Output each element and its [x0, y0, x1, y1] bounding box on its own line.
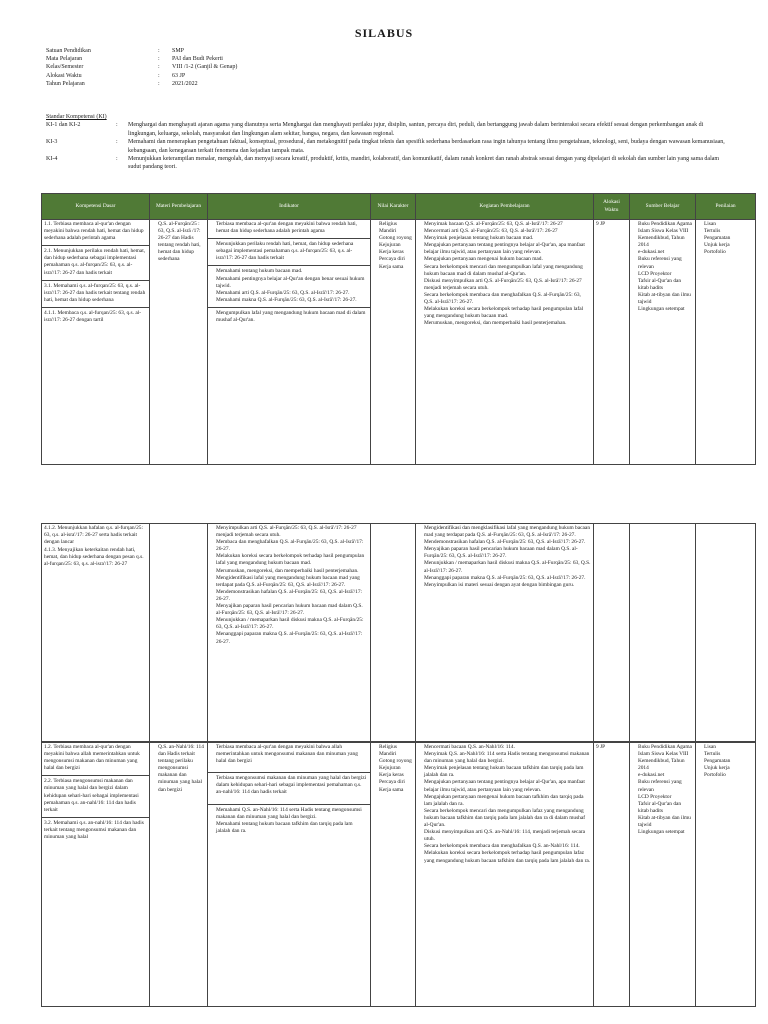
standar-kompetensi — [46, 113, 731, 172]
sumber-item: • e-dukasi.net — [638, 249, 693, 256]
cell-penilaian — [696, 524, 756, 742]
meta-key: Mata Pelajaran — [46, 56, 83, 63]
cell-materi — [150, 743, 208, 1007]
sk-heading: Standar Kompetensi (KI) — [46, 114, 107, 120]
kegiatan-item: • Secara berkelompok membaca dan menghafalkan Q.S. al-Furqān/25: 63, Q.S. al-Isrā'/17: 26-27. — [424, 292, 591, 306]
table-header-row — [42, 194, 756, 220]
kd-item: 4.1.1. Membaca q.s. al-furqan/25: 63, q.s. al-isra'/17: 26-27 dengan tartil — [44, 309, 142, 324]
sumber-item: • Buku referensi yang relevan — [638, 779, 693, 793]
syllabus-table-3 — [41, 742, 756, 1007]
indikator-item: • Menunjukkan / memaparkan hasil diskusi makna Q.S. al-Furqān/25: 63, Q.S. al-Isrā'/17: 26-27. — [216, 617, 368, 631]
sk-value: Menghargai dan menghayati ajaran agama yang dianutnya serta Menghargai dan menghayati perilaku jujur, disiplin, santun, percaya diri, peduli, dan bertanggung jawab dalam berinteraksi secara efektif sesuai dengan perkembangan anak di lingkungan, keluarga, sekolah, masyarakat dan lingkungan alam sekitar, bangsa, negara, dan kawasan regional. — [128, 122, 704, 137]
sk-value: Menunjukkan keterampilan menalar, mengolah, dan menyaji secara kreatif, produktif, kritis, mandiri, kolaboratif, dan komunikatif, dalam ranah konkret dan ranah abstrak sesuai dengan yang dipelajari di sekolah dan sumber lain yang sama dalam sudut pandang teori. — [128, 156, 720, 171]
cell-kegiatan — [416, 524, 594, 742]
penilaian-item: • Unjuk kerja — [704, 765, 753, 772]
meta-value: SMP — [172, 48, 185, 54]
kd-item: 1.2. Terbiasa membaca al-qur'an dengan meyakini bahwa allah memerintahkan untuk mengonsumsi makanan dan minuman yang halal dan bergizi — [44, 744, 140, 772]
nilai-item: • Kerja keras — [379, 249, 413, 256]
sk-row: KI-3 : Memahami dan menerapkan pengetahuan faktual, konseptual, prosedural, dan metakognitif pada tingkat teknis dan spesifik sederhana berdasarkan rasa ingin tahunya tentang ilmu pengetahuan, teknologi, seni, budaya dengan wawasan kemanusiaan, kebangsaan, dan kenegaraan terkait fenomena dan kejadian tampak mata. — [46, 138, 731, 155]
indikator-item: • Memahami tentang hukum bacaan mad. — [216, 268, 368, 275]
cell-nilai-karakter — [371, 524, 416, 742]
kd-item: 2.2. Terbiasa mengonsumsi makanan dan minuman yang halal dan bergizi dalam kehidupan sehari-hari sebagai implementasi pemahaman q.s. an-nahl/16: 114 dan hadis terkait — [44, 778, 139, 813]
cell-sumber — [630, 220, 696, 465]
kd-item: 4.1.2. Menunjukkan hafalan q.s. al-furqan/25: 63, q.s. al-isra'/17: 26-27 serta hadis terkait dengan lancar — [44, 525, 143, 546]
nilai-item: • Kejujuran — [379, 242, 413, 249]
cell-kompetensi-dasar — [42, 743, 150, 1007]
kegiatan-item: • Mencermati arti Q.S. al-Furqān/25: 63, Q.S. al-Isrā'/17: 26-27 — [424, 228, 591, 235]
cell-sumber — [630, 743, 696, 1007]
meta-row: Satuan Pendidikan : SMP — [46, 48, 185, 54]
kegiatan-item: • Secara berkelompok membaca dan menghafalkan Q.S. an-Nahl/16: 114. — [424, 843, 591, 850]
kd-item: 3.2. Memahami q.s. an-nahl/16: 114 dan hadis terkait tentang mengonsumsi makanan dan minuman yang halal — [44, 819, 144, 841]
cell-penilaian — [696, 220, 756, 465]
kd-item: 3.1. Memahami q.s. al-furqan/25: 63, q.s. al-isra'/17: 26-27 dan hadis terkait tentang rendah hati, hemat dan hidup sederhana — [44, 282, 146, 303]
meta-value: PAI dan Budi Pekerti — [172, 56, 223, 63]
kegiatan-item: • Mengajukan pertanyaan tentang pentingnya belajar al-Qur'an, apa manfaat belajar ilmu tajwid, atau pertanyaan lain yang relevan. — [424, 779, 591, 793]
indikator-item: • Memahami Q.S. an-Nahl/16: 114 serta Hadis tentang mengonsumsi makanan dan minuman yang halal dan bergizi. — [216, 807, 368, 821]
header-kompetensi-dasar: Kompetensi Dasar — [42, 194, 150, 220]
indikator-item: • Menyimpulkan arti Q.S. al-Furqān/25: 63, Q.S. al-Isrā'/17: 26-27 menjadi terjemah secara utuh. — [216, 525, 368, 539]
indikator-item: • Menunjukkan perilaku rendah hati, hemat, dan hidup sederhana sebagai implementasi pemahaman q.s. al-furqan/25: 63, q.s. al-isra'/17: 26-27 dan hadis terkait — [216, 241, 368, 262]
kegiatan-item: • Mencermati bacaan Q.S. an-Nahl/16: 114. — [424, 744, 591, 751]
header-alokasi: Alokasi Waktu — [594, 194, 630, 220]
meta-row: Tahun Pelajaran : 2021/2022 — [46, 80, 198, 87]
meta-value: 63 JP — [172, 72, 186, 79]
kegiatan-item: • Mengidentifikasi dan mengklasifikasi lafal yang mengandung hukum bacaan mad yang terdapat pada Q.S. al-Furqān/25: 63, Q.S. al-Isrā'/17: 26-27. — [424, 525, 591, 539]
syllabus-table-1 — [41, 193, 756, 465]
header-indikator: Indikator — [208, 194, 371, 220]
penilaian-item: • Unjuk kerja — [704, 242, 753, 249]
penilaian-item: • Lisan — [704, 744, 753, 751]
meta-row: Mata Pelajaran : PAI dan Budi Pekerti — [46, 56, 223, 63]
indikator-item: • Terbiasa membaca al-qur'an dengan meyakini bahwa rendah hati, hemat dan hidup sederhana adalah perintah agama — [216, 221, 368, 235]
penilaian-item: • Pengamatan — [704, 235, 753, 242]
kegiatan-item: • Melakukan koreksi secara berkelompok terhadap hasil pengumpulan lafaz yang mengandung hukum bacaan tafkhim dan tarqiq pada lam jalalah dan ra. — [424, 850, 591, 864]
kegiatan-item: • Menyimak Q.S. an-Nahl/16: 114 serta Hadis tentang mengonsumsi makanan dan minuman yang halal dan bergizi. — [424, 751, 591, 765]
cell-nilai-karakter — [371, 220, 416, 465]
kegiatan-item: • Menyimak bacaan Q.S. al-Furqān/25: 63, Q.S. al-Isrā'/17: 26-27 — [424, 221, 591, 228]
kegiatan-item: • Menyimak penjelasan tentang hukum bacaan mad. — [424, 235, 591, 242]
materi-item: • Q.S. an-Nahl/16: 114 dan Hadis terkait tentang perilaku mengonsumsi makanan dan minuman yang halal dan bergizi — [158, 744, 205, 794]
table-row — [42, 743, 756, 1007]
indikator-item: • Memahami arti Q.S. al-Furqān/25: 63, Q.S. al-Isrā'/17: 26-27. — [216, 290, 368, 297]
meta-key: Alokasi Waktu — [46, 72, 82, 79]
cell-alokasi: 9 JP — [594, 220, 630, 465]
sk-key: KI-1 dan KI-2 — [46, 122, 81, 129]
kegiatan-item: • Diskusi menyimpulkan arti Q.S. al-Furqān/25: 63, Q.S. al-Isrā'/17: 26-27 menjadi terjemah secara utuh. — [424, 278, 591, 292]
penilaian-item: • Tertulis — [704, 228, 753, 235]
sumber-item: • Buku referensi yang relevan — [638, 256, 693, 270]
nilai-item: • Religius — [379, 744, 413, 751]
indikator-item: • Mengidentifikasi lafal yang mengandung hukum bacaan mad yang terdapat pada Q.S. al-Furqān/25: 63, Q.S. al-Isrā'/17: 26-27. — [216, 575, 368, 589]
header-sumber: Sumber Belajar — [630, 194, 696, 220]
penilaian-item: • Portofolio — [704, 249, 753, 256]
sk-value: Memahami dan menerapkan pengetahuan faktual, konseptual, prosedural, dan metakognitif pada tingkat teknis dan spesifik sederhana berdasarkan rasa ingin tahunya tentang ilmu pengetahuan, teknologi, seni, budaya dengan wawasan kemanusiaan, kebangsaan, dan kenegaraan terkait fenomena dan kejadian tampak mata. — [128, 139, 725, 154]
indikator-item: • Merumuskan, mengoreksi, dan memperbaiki hasil penterjemahan. — [216, 568, 368, 575]
nilai-item: • Mandiri — [379, 228, 413, 235]
cell-indikator — [208, 220, 371, 465]
meta-row: Kelas/Semester : VIII /1-2 (Ganjil & Genap) — [46, 64, 238, 71]
nilai-item: • Kejujuran — [379, 765, 413, 772]
sk-row: KI-4 : Menunjukkan keterampilan menalar, mengolah, dan menyaji secara kreatif, produktif, kritis, mandiri, kolaboratif, dan komunikatif, dalam ranah konkret dan ranah abstrak sesuai dengan yang dipelajari di sekolah dan sumber lain yang sama dalam sudut pandang teori. — [46, 155, 731, 172]
kegiatan-item: • Menunjukkan / memaparkan hasil diskusi makna Q.S. al-Furqān/25: 63, Q.S. al-Isrā'/17: 26-27. — [424, 560, 591, 574]
kegiatan-item: • Diskusi menyimpulkan arti Q.S. an-Nahl/16: 114, menjadi terjemah secara utuh. — [424, 829, 591, 843]
kegiatan-item: • Merumuskan, mengoreksi, dan memperbaiki hasil penterjemahan. — [424, 320, 591, 327]
meta-value: VIII /1-2 (Ganjil & Genap) — [172, 64, 238, 71]
kd-item: 4.1.3. Menyajikan keterkaitan rendah hati, hemat, dan hidup sederhana dengan pesan q.s. al-furqan/25: 63, q.s. al-isra'/17: 26-27 — [44, 547, 144, 568]
header-nilai-karakter: Nilai Karakter — [371, 194, 416, 220]
kd-item: 2.1. Menunjukkan perilaku rendah hati, hemat, dan hidup sederhana sebagai implementasi pemahaman q.s. al-furqan/25: 63, q.s. al-isra'/17: 26-27 dan hadis terkait — [44, 248, 146, 276]
indikator-item: • Memahami makna Q.S. al-Furqān/25: 63, Q.S. al-Isrā'/17: 26-27. — [216, 297, 368, 304]
sk-row: KI-1 dan KI-2 : Menghargai dan menghayati ajaran agama yang dianutnya serta Menghargai dan menghayati perilaku jujur, disiplin, santun, percaya diri, peduli, dan bertanggung jawab dalam berinteraksi secara efektif sesuai dengan perkembangan anak di lingkungan, keluarga, sekolah, masyarakat dan lingkungan alam sekitar, bangsa, negara, dan kawasan regional. — [46, 121, 731, 138]
sumber-item: • e-dukasi.net — [638, 772, 693, 779]
indikator-item: • Terbiasa mengonsumsi makanan dan minuman yang halal dan bergizi dalam kehidupan sehari-hari sebagai implementasi pemahaman q.s. an-nahl/16: 114 dan hadis terkait — [216, 775, 368, 796]
materi-item: • Q.S. al-Furqān/25 : 63, Q.S. al-Isrā /17: 26-27 dan Hadis tentang rendah hati, hemat dan hidup sederhana — [158, 221, 205, 264]
cell-alokasi: 9 JP — [594, 743, 630, 1007]
header-materi: Materi Pembelajaran — [150, 194, 208, 220]
kegiatan-item: • Mengajukan pertanyaan mengenai hukum bacaan mad. — [424, 256, 591, 263]
sk-key: KI-4 — [46, 156, 58, 163]
cell-nilai-karakter — [371, 743, 416, 1007]
meta-key: Satuan Pendidikan — [46, 48, 91, 54]
cell-materi — [150, 524, 208, 742]
kegiatan-item: • Secara berkelompok mencari dan mengumpulkan lafal yang mengandung hukum bacaan mad di dalam mushaf al-Qur'an. — [424, 264, 591, 278]
kegiatan-item: • Mengajukan pertanyaan mengenai hukum bacaan tafkhim dan tarqiq pada lam jalalah dan ra. — [424, 794, 591, 808]
meta-row: Alokasi Waktu : 63 JP — [46, 72, 186, 79]
kegiatan-item: • Melakukan koreksi secara berkelompok terhadap hasil pengumpulan lafal yang mengandung hukum bacaan mad. — [424, 306, 591, 320]
nilai-item: • Religius — [379, 221, 413, 228]
sumber-item: • Kitab at-tibyan dan ilmu tajwid — [638, 292, 693, 306]
indikator-item: • Membaca dan menghafalkan Q.S. al-Furqān/25: 63, Q.S. al-Isrā'/17: 26-27. — [216, 539, 368, 553]
indikator-item: • Memahami tentang hukum bacaan tafkhim dan tarqiq pada lam jalalah dan ra. — [216, 821, 368, 835]
sumber-item: • Kitab at-tibyan dan ilmu tajwid — [638, 815, 693, 829]
nilai-item: • Kerja sama — [379, 264, 413, 271]
cell-alokasi — [594, 524, 630, 742]
syllabus-meta — [46, 47, 237, 88]
kegiatan-item: • Menyimpulkan isi materi sesuai dengan ayat dengan bimbingan guru. — [424, 582, 591, 589]
nilai-item: • Percaya diri — [379, 779, 413, 786]
indikator-item: • Mengumpulkan lafal yang mengandung hukum bacaan mad di dalam mushaf al-Qur'an. — [216, 310, 368, 324]
penilaian-item: • Portofolio — [704, 772, 753, 779]
cell-materi — [150, 220, 208, 465]
sumber-item: • Tafsir al-Qur'an dan kitab hadits — [638, 801, 693, 815]
cell-kompetensi-dasar — [42, 524, 150, 742]
indikator-item: • Melakukan koreksi secara berkelompok terhadap hasil pengumpulan lafal yang mengandung hukum bacaan mad. — [216, 553, 368, 567]
indikator-item: • Terbiasa membaca al-qur'an dengan meyakini bahwa allah memerintahkan untuk mengonsumsi makanan dan minuman yang halal dan bergizi — [216, 744, 368, 765]
table-row — [42, 220, 756, 465]
sumber-item: • LCD Proyektor — [638, 271, 693, 278]
cell-indikator — [208, 743, 371, 1007]
cell-indikator — [208, 524, 371, 742]
indikator-item: • Memahami pentingnya belajar al-Qur'an dengan benar sesuai hukum tajwid. — [216, 276, 368, 290]
cell-kompetensi-dasar — [42, 220, 150, 465]
penilaian-item: • Tertulis — [704, 751, 753, 758]
meta-key: Kelas/Semester — [46, 64, 84, 71]
sumber-item: • Lingkungan setempat — [638, 829, 693, 836]
nilai-item: • Kerja sama — [379, 787, 413, 794]
kegiatan-item: • Menyimak penjelasan tentang hukum bacaan tafkhim dan tarqiq pada lam jalalah dan ra. — [424, 765, 591, 779]
kegiatan-item: • Mengajukan pertanyaan tentang pentingnya belajar al-Qur'an, apa manfaat belajar ilmu tajwid, atau pertanyaan lain yang relevan. — [424, 242, 591, 256]
kegiatan-item: • Menyajikan paparan hasil pencarian hukum bacaan mad dalam Q.S. al-Furqān/25: 63, Q.S. al-Isrā'/17: 26-27. — [424, 546, 591, 560]
syllabus-table-2 — [41, 523, 756, 742]
kegiatan-item: • Mendemonstrasikan hafalan Q.S. al-Furqān/25: 63, Q.S. al-Isrā'/17: 26-27. — [424, 539, 591, 546]
indikator-item: • Mendemonstrasikan hafalan Q.S. al-Furqān/25: 63, Q.S. al-Isrā'/17: 26-27. — [216, 589, 368, 603]
kegiatan-item: • Menanggapi paparan makna Q.S. al-Furqān/25: 63, Q.S. al-Isrā'/17: 26-27. — [424, 575, 591, 582]
nilai-item: • Gotong royong — [379, 235, 413, 242]
nilai-item: • Percaya diri — [379, 256, 413, 263]
indikator-item: • Menyajikan paparan hasil pencarian hukum bacaan mad dalam Q.S. al-Furqān/25: 63, Q.S. al-Isrā'/17: 26-27. — [216, 603, 368, 617]
sumber-item: • Buku Pendidikan Agama Islam Siswa Kelas VIII Kemendikbud, Tahun 2014 — [638, 221, 693, 249]
cell-kegiatan — [416, 743, 594, 1007]
meta-value: 2021/2022 — [172, 80, 198, 87]
sumber-item: • Tafsir al-Qur'an dan kitab hadits — [638, 278, 693, 292]
indikator-item: • Menanggapi paparan makna Q.S. al-Furqān/25: 63, Q.S. al-Isrā'/17: 26-27. — [216, 631, 368, 645]
table-row — [42, 524, 756, 742]
cell-kegiatan — [416, 220, 594, 465]
sk-key: KI-3 — [46, 139, 58, 146]
penilaian-item: • Lisan — [704, 221, 753, 228]
kd-item: 1.1. Terbiasa membaca al-qur'an dengan meyakini bahwa rendah hati, hemat dan hidup sederhana adalah perintah agama — [44, 221, 144, 242]
nilai-item: • Kerja keras — [379, 772, 413, 779]
sumber-item: • Buku Pendidikan Agama Islam Siswa Kelas VIII Kemendikbud, Tahun 2014 — [638, 744, 693, 772]
penilaian-item: • Pengamatan — [704, 758, 753, 765]
kegiatan-item: • Secara berkelompok mencari dan mengumpulkan lafaz yang mengandung hukum bacaan tafkhim dan tarqiq pada lam jalalah dan ra di dalam mushaf al-Qur'an. — [424, 808, 591, 829]
header-penilaian: Penilaian — [696, 194, 756, 220]
cell-sumber — [630, 524, 696, 742]
sumber-item: • Lingkungan setempat — [638, 306, 693, 313]
sumber-item: • LCD Proyektor — [638, 794, 693, 801]
page-title: SILABUS — [354, 26, 414, 40]
nilai-item: • Mandiri — [379, 751, 413, 758]
nilai-item: • Gotong royong — [379, 758, 413, 765]
header-kegiatan: Kegiatan Pembelajaran — [416, 194, 594, 220]
meta-key: Tahun Pelajaran — [46, 80, 85, 87]
cell-penilaian — [696, 743, 756, 1007]
